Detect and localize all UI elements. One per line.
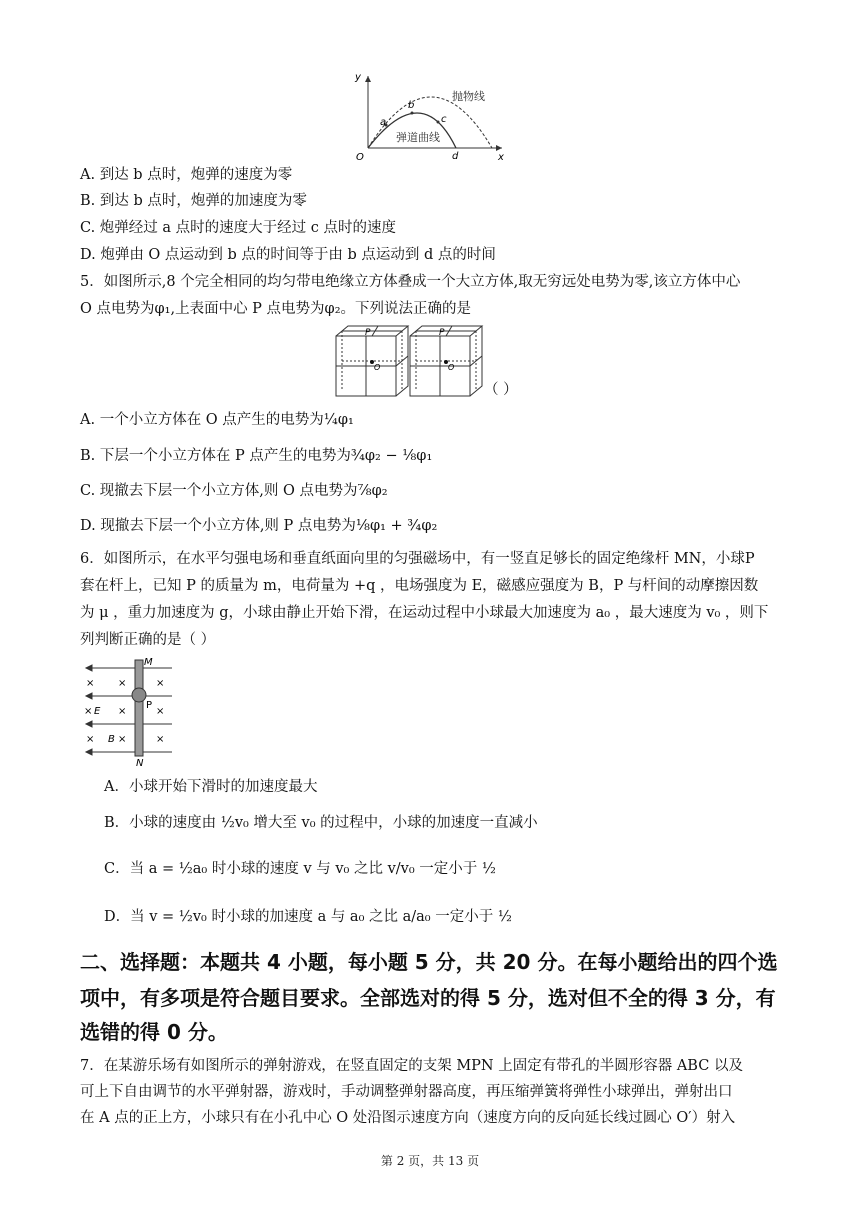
section2-heading-line1: 二、选择题：本题共 4 小题，每小题 5 分，共 20 分。在每小题给出的四个选	[80, 950, 778, 974]
q6-stem-line4: 列判断正确的是（ ）	[80, 632, 216, 648]
cross-mark: ×	[156, 706, 165, 717]
axis-x-label: x	[498, 152, 504, 162]
q4-option-d: D. 炮弹由 O 点运动到 b 点的时间等于由 b 点运动到 d 点的时间	[80, 247, 496, 263]
q4-option-a: A. 到达 b 点时，炮弹的速度为零	[80, 167, 293, 183]
section2-heading-line2: 项中，有多项是符合题目要求。全部选对的得 5 分，选对但不全的得 3 分，有	[80, 986, 776, 1010]
trajectory-figure	[352, 70, 512, 162]
cube-p-label-right: P	[439, 328, 445, 338]
q5-option-c: C. 现撤去下层一个小立方体,则 O 点电势为⅞φ₂	[80, 483, 388, 499]
cross-mark: ×	[84, 706, 93, 717]
q5-option-a: A. 一个小立方体在 O 点产生的电势为¼φ₁	[80, 412, 354, 428]
q4-option-c: C. 炮弹经过 a 点时的速度大于经过 c 点时的速度	[80, 220, 396, 236]
ballistic-label: 弹道曲线	[396, 131, 440, 144]
q5-stem-line2: O 点电势为φ₁,上表面中心 P 点电势为φ₂。下列说法正确的是	[80, 301, 472, 317]
q5-answer-bracket: （ ）	[484, 382, 518, 398]
cross-mark: ×	[156, 678, 165, 689]
q5-option-b: B. 下层一个小立方体在 P 点产生的电势为¾φ₂ − ⅛φ₁	[80, 448, 433, 464]
point-a-label: a	[380, 117, 387, 128]
rod-bottom-label: N	[136, 758, 144, 768]
point-b-label: b	[408, 100, 415, 111]
q7-stem-line2: 可上下自由调节的水平弹射器，游戏时，手动调整弹射器高度，再压缩弹簧将弹性小球弹出，弹射出口	[80, 1084, 733, 1100]
rod-top-label: M	[144, 657, 153, 668]
page-footer: 第 2 页，共 13 页	[380, 1154, 480, 1168]
parabola-label: 抛物线	[452, 90, 485, 103]
q5-stem-line1: 5．如图所示,8 个完全相同的均匀带电绝缘立方体叠成一个大立方体,取无穷远处电势为零,该立方体中心	[80, 274, 741, 290]
point-c-label: c	[441, 114, 447, 125]
q6-option-d: D．当 v = ½v₀ 时小球的加速度 a 与 a₀ 之比 a/a₀ 一定小于 ½	[104, 909, 512, 925]
cube-figure	[334, 324, 484, 400]
cube-o-label-left: O	[374, 363, 381, 372]
cross-mark: ×	[86, 678, 95, 689]
cross-mark: ×	[86, 734, 95, 745]
cross-mark: ×	[118, 706, 127, 717]
cross-mark: ×	[156, 734, 165, 745]
field-rod-figure	[80, 654, 180, 768]
origin-label: O	[356, 152, 364, 162]
cube-p-label-left: P	[365, 328, 371, 338]
cross-mark: ×	[118, 678, 127, 689]
q6-option-b: B．小球的速度由 ½v₀ 增大至 v₀ 的过程中，小球的加速度一直减小	[104, 815, 538, 831]
point-d-label: d	[452, 151, 459, 162]
q6-stem-line1: 6．如图所示，在水平匀强电场和垂直纸面向里的匀强磁场中，有一竖直足够长的固定绝缘杆 MN，小球P	[80, 551, 755, 567]
field-b-label: B	[108, 734, 115, 745]
ball-label: P	[146, 700, 153, 711]
q7-stem-line3: 在 A 点的正上方，小球只有在小孔中心 O 处沿图示速度方向（速度方向的反向延长线过圆心 O′）射入	[80, 1110, 736, 1126]
q7-stem-line1: 7．在某游乐场有如图所示的弹射游戏，在竖直固定的支架 MPN 上固定有带孔的半圆形容器 ABC 以及	[80, 1058, 743, 1074]
q5-option-d: D. 现撤去下层一个小立方体,则 P 点电势为⅛φ₁ + ¾φ₂	[80, 518, 438, 534]
q6-option-a: A．小球开始下滑时的加速度最大	[104, 779, 318, 795]
section2-heading-line3: 选错的得 0 分。	[80, 1020, 228, 1044]
axis-y-label: y	[355, 72, 361, 83]
q4-option-b: B. 到达 b 点时，炮弹的加速度为零	[80, 193, 307, 209]
q6-stem-line3: 为 μ ，重力加速度为 g，小球由静止开始下滑，在运动过程中小球最大加速度为 a₀ ，最大速度为 v₀ ，则下	[80, 605, 769, 621]
cube-o-label-right: O	[448, 363, 455, 372]
q6-stem-line2: 套在杆上，已知 P 的质量为 m，电荷量为 +q ，电场强度为 E，磁感应强度为 B，P 与杆间的动摩擦因数	[80, 578, 759, 594]
cross-mark: ×	[118, 734, 127, 745]
field-e-label: E	[94, 706, 101, 717]
q6-option-c: C．当 a = ½a₀ 时小球的速度 v 与 v₀ 之比 v/v₀ 一定小于 ½	[104, 861, 496, 877]
